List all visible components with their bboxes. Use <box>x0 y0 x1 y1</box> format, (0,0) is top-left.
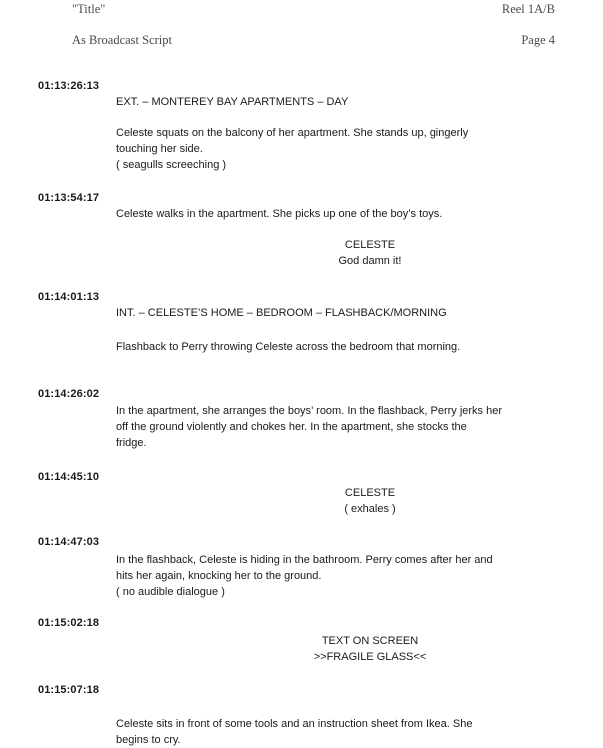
script-line: ( no audible dialogue ) <box>116 586 225 598</box>
dialogue-line: ( exhales ) <box>344 503 396 515</box>
script-line: In the apartment, she arranges the boys’ room. In the flashback, Perry jerks her <box>116 405 503 417</box>
action-text <box>116 552 536 600</box>
scene-heading <box>116 305 536 321</box>
script-line: begins to cry. <box>116 734 181 746</box>
reel-label: Reel 1A/B <box>501 2 555 16</box>
script-line: ( seagulls screeching ) <box>116 159 227 171</box>
script-line: fridge. <box>116 437 147 449</box>
text-on-screen-label: TEXT ON SCREEN <box>321 635 419 647</box>
text-on-screen-block <box>270 633 470 665</box>
scene-heading <box>116 94 536 110</box>
script-subtitle: As Broadcast Script <box>72 33 172 47</box>
script-line: In the flashback, Celeste is hiding in the bathroom. Perry comes after her and <box>116 554 493 566</box>
dialogue-block <box>270 485 470 517</box>
character-name: CELESTE <box>344 487 396 499</box>
action-text <box>116 125 536 173</box>
timecode: 01:13:26:13 <box>38 80 100 92</box>
action-text <box>116 339 536 355</box>
timecode: 01:14:45:10 <box>38 471 100 483</box>
timecode: 01:15:07:18 <box>38 684 100 696</box>
action-text <box>116 206 536 222</box>
script-line: touching her side. <box>116 143 203 155</box>
timecode: 01:14:26:02 <box>38 388 100 400</box>
action-text <box>116 716 536 748</box>
script-line: INT. – CELESTE’S HOME – BEDROOM – FLASHBACK/MORNING <box>116 307 447 319</box>
timecode: 01:15:02:18 <box>38 617 100 629</box>
script-line: Celeste walks in the apartment. She picks up one of the boy’s toys. <box>116 208 443 220</box>
timecode: 01:14:47:03 <box>38 536 100 548</box>
dialogue-block <box>270 237 470 269</box>
script-title: "Title" <box>72 2 106 16</box>
text-on-screen-content: >>FRAGILE GLASS<< <box>313 651 427 663</box>
script-line: Celeste squats on the balcony of her apartment. She stands up, gingerly <box>116 127 469 139</box>
script-line: Celeste sits in front of some tools and an instruction sheet from Ikea. She <box>116 718 473 730</box>
character-name: CELESTE <box>344 239 396 251</box>
script-line: Flashback to Perry throwing Celeste across the bedroom that morning. <box>116 341 461 353</box>
page-number: Page 4 <box>521 33 555 47</box>
script-line: hits her again, knocking her to the ground. <box>116 570 322 582</box>
action-text <box>116 403 536 451</box>
timecode: 01:13:54:17 <box>38 192 100 204</box>
script-line: off the ground violently and chokes her. In the apartment, she stocks the <box>116 421 467 433</box>
timecode: 01:14:01:13 <box>38 291 100 303</box>
dialogue-line: God damn it! <box>338 255 402 267</box>
script-line: EXT. – MONTEREY BAY APARTMENTS – DAY <box>116 96 349 108</box>
